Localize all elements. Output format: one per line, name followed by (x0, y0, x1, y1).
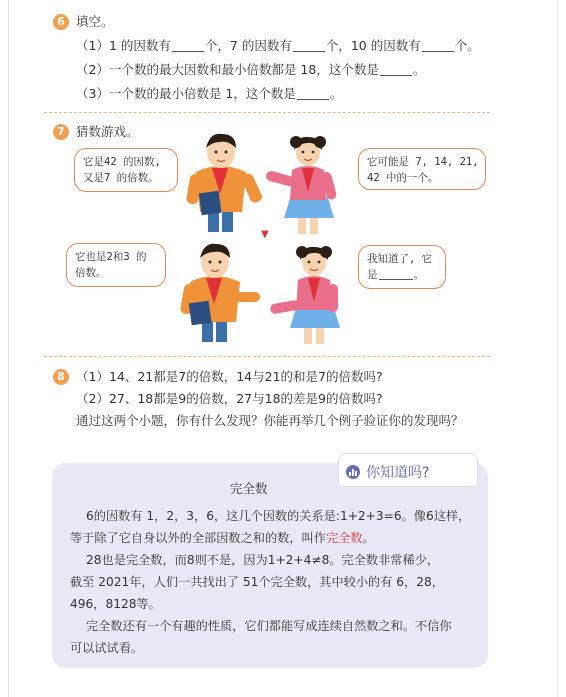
bubble-text: 它是42 的因数, (83, 156, 161, 168)
text: 个，10 的因数有 (325, 38, 421, 53)
bubble-text: 它可能是 7, 14, 21, (367, 156, 479, 168)
speech-bubble-boy-2 (66, 243, 166, 287)
bubble-text: 又是7 的倍数。 (83, 172, 159, 184)
answer-blank[interactable] (297, 87, 329, 100)
question-title: 猜数游戏。 (76, 124, 139, 139)
text: 个，7 的因数有 (204, 38, 292, 53)
bubble-text: 倍数。 (75, 267, 107, 279)
girl-illustration (262, 134, 356, 234)
text: 。 (413, 269, 424, 281)
answer-blank[interactable] (172, 39, 204, 52)
fill-line-2 (76, 62, 425, 78)
text: （2）一个数的最大因数和最小倍数都是 18，这个数是 (76, 62, 379, 77)
highlight-term: 完全数 (325, 531, 363, 545)
boy-illustration (176, 240, 260, 342)
bubble-text: 我知道了, 它 (367, 253, 433, 265)
question-line: （1）14、21都是7的倍数，14与21的和是7的倍数吗? (76, 369, 383, 384)
text: 是 (367, 269, 378, 281)
bubble-text: 它也是2和3 的 (75, 251, 147, 263)
paragraph-line: 496，8128等。 (70, 597, 161, 611)
answer-blank[interactable] (380, 63, 412, 76)
question-line: 通过这两个小题，你有什么发现？你能再举几个例子验证你的发现吗？ (76, 413, 464, 428)
question-title: 填空。 (76, 14, 114, 29)
down-arrow-icon: ▼ (261, 229, 269, 240)
text: 等于除了它自身以外的全部因数之和的数，叫作 (70, 531, 326, 545)
bubble-text: 42 中的一个。 (367, 172, 439, 184)
text: 个。 (454, 38, 480, 53)
question-line: （2）27、18都是9的倍数，27与18的差是9的倍数吗? (76, 391, 383, 406)
paragraph-line (70, 527, 478, 549)
text: 。 (329, 86, 343, 101)
answer-blank[interactable] (422, 39, 454, 52)
speech-bubble-boy-1 (74, 148, 178, 192)
section-divider (44, 112, 490, 113)
speech-bubble-girl-2 (358, 245, 446, 289)
bar-chart-icon (346, 465, 360, 479)
section-divider (44, 356, 490, 357)
girl-illustration (270, 244, 356, 344)
answer-blank[interactable] (293, 39, 325, 52)
did-you-know-header (346, 458, 429, 486)
question-number-badge: 6 (53, 14, 69, 30)
fill-line-3 (76, 86, 342, 102)
text: 。 (362, 531, 375, 545)
boy-illustration (182, 130, 262, 232)
text: （3）一个数的最小倍数是 1，这个数是 (76, 86, 296, 101)
fill-line-1 (76, 38, 480, 54)
paragraph-line: 截至 2021年，人们一共找出了 51个完全数，其中较小的有 6，28， (70, 575, 444, 589)
paragraph-line: 6的因数有 1，2，3，6，这几个因数的关系是:1+2+3=6。像6这样， (86, 509, 471, 523)
question-number-badge: 7 (53, 124, 69, 140)
paragraph-line: 28也是完全数，而8则不是，因为1+2+4≠8。完全数非常稀少， (86, 553, 440, 567)
speech-bubble-girl-1 (358, 148, 486, 190)
paragraph-line: 可以试试看。 (70, 641, 144, 655)
text: （1）1 的因数有 (76, 38, 171, 53)
did-you-know-label: 你知道吗? (366, 465, 430, 481)
answer-blank[interactable] (379, 268, 413, 280)
paragraph-line: 完全数还有一个有趣的性质，它们都能写成连续自然数之和。不信你 (86, 619, 452, 633)
question-number-badge: 8 (53, 369, 69, 385)
bubble-text (367, 267, 437, 283)
text: 。 (412, 62, 426, 77)
box-title: 完全数 (230, 481, 268, 496)
